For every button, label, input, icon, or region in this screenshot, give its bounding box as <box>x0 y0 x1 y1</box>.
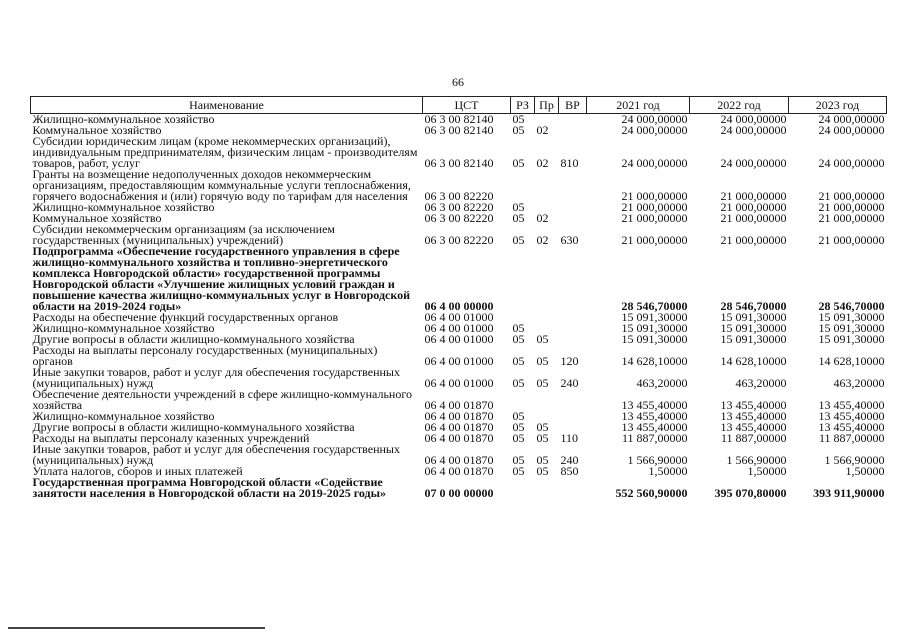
y22-cell: 11 887,00000 <box>720 431 787 445</box>
name-cell: Расходы на выплаты персоналу казенных учреждений <box>32 431 310 445</box>
pr-cell: 02 <box>536 211 549 225</box>
table-row <box>31 224 887 246</box>
y23-cell: 24 000,00000 <box>818 156 885 170</box>
name-cell: Коммунальное хозяйство <box>32 211 162 225</box>
rz-cell: 05 <box>512 112 525 126</box>
table-row <box>31 389 887 411</box>
rz-cell: 05 <box>512 464 525 478</box>
vr-cell <box>559 125 587 136</box>
table-row <box>31 246 887 312</box>
table-row <box>31 477 887 499</box>
csr-cell: 06 4 00 01870 <box>424 464 494 478</box>
pr-cell: 02 <box>536 123 549 137</box>
csr-cell: 06 4 00 01870 <box>424 409 494 423</box>
y22-cell: 28 546,70000 <box>720 299 787 313</box>
y21-cell: 552 560,90000 <box>615 486 688 500</box>
pr-cell: 02 <box>536 156 549 170</box>
y22-cell: 463,20000 <box>735 376 787 390</box>
table-header-row <box>31 97 887 114</box>
pr-cell <box>535 246 559 312</box>
y23-cell: 11 887,00000 <box>818 431 885 445</box>
y21-cell: 11 887,00000 <box>621 431 688 445</box>
column-header-rz: РЗ <box>511 97 535 114</box>
name-cell: Субсидии юридическим лицам (кроме некоммерческих организаций), индивидуальным предпринимателям, физическим лицам - производителям товаров, работ, услуг <box>32 134 418 170</box>
vr-cell: 810 <box>560 156 579 170</box>
y23-cell: 393 911,90000 <box>813 486 885 500</box>
y21-cell: 21 000,00000 <box>621 189 688 203</box>
pr-cell: 05 <box>536 354 549 368</box>
table-row <box>31 169 887 202</box>
y23-cell: 463,20000 <box>833 376 885 390</box>
vr-cell <box>559 477 587 499</box>
csr-cell: 06 4 00 01870 <box>424 431 494 445</box>
rz-cell <box>511 169 535 202</box>
y23-cell: 1,50000 <box>845 464 885 478</box>
pr-cell: 05 <box>536 332 549 346</box>
vr-cell: 240 <box>560 453 579 467</box>
rz-cell <box>511 477 535 499</box>
budget-table <box>30 96 887 499</box>
csr-cell: 06 4 00 01000 <box>424 310 494 324</box>
csr-cell: 06 4 00 01000 <box>424 332 494 346</box>
rz-cell: 05 <box>512 376 525 390</box>
y21-cell: 24 000,00000 <box>621 112 688 126</box>
csr-cell: 06 3 00 82140 <box>424 112 494 126</box>
y23-cell: 15 091,30000 <box>818 332 885 346</box>
pr-cell: 05 <box>536 376 549 390</box>
y21-cell: 13 455,40000 <box>621 409 688 423</box>
y23-cell: 13 455,40000 <box>818 398 885 412</box>
csr-cell: 06 4 00 01870 <box>424 453 494 467</box>
csr-cell: 06 4 00 01000 <box>424 354 494 368</box>
y23-cell: 24 000,00000 <box>818 123 885 137</box>
vr-cell <box>559 202 587 213</box>
rz-cell: 05 <box>512 211 525 225</box>
csr-cell: 06 4 00 01870 <box>424 398 494 412</box>
y23-cell: 15 091,30000 <box>818 310 885 324</box>
y23-cell: 1 566,90000 <box>824 453 885 467</box>
csr-cell: 06 4 00 01000 <box>424 321 494 335</box>
column-header-2023: 2023 год <box>789 97 887 114</box>
y22-cell: 15 091,30000 <box>720 310 787 324</box>
vr-cell: 850 <box>560 464 579 478</box>
y22-cell: 15 091,30000 <box>720 332 787 346</box>
rz-cell: 05 <box>512 420 525 434</box>
y22-cell: 14 628,10000 <box>720 354 787 368</box>
rz-cell: 05 <box>512 431 525 445</box>
y21-cell: 21 000,00000 <box>621 211 688 225</box>
csr-cell: 06 3 00 82140 <box>424 156 494 170</box>
y23-cell: 21 000,00000 <box>818 189 885 203</box>
vr-cell: 120 <box>560 354 579 368</box>
column-header-name: Наименование <box>31 97 423 114</box>
name-cell: Иные закупки товаров, работ и услуг для обеспечения государственных (муниципальных) нужд <box>32 365 400 390</box>
csr-cell: 06 3 00 82220 <box>424 211 494 225</box>
table-body <box>31 114 887 500</box>
rz-cell: 05 <box>512 233 525 247</box>
y23-cell: 24 000,00000 <box>818 112 885 126</box>
name-cell: Обеспечение деятельности учреждений в сфере жилищно-коммунального хозяйства <box>32 387 412 412</box>
pr-cell: 05 <box>536 420 549 434</box>
y23-cell: 13 455,40000 <box>818 420 885 434</box>
y21-cell: 15 091,30000 <box>621 310 688 324</box>
y21-cell: 15 091,30000 <box>621 332 688 346</box>
page-number: 66 <box>452 75 464 89</box>
vr-cell <box>559 389 587 411</box>
rz-cell: 05 <box>512 156 525 170</box>
vr-cell <box>559 312 587 323</box>
y21-cell: 24 000,00000 <box>621 156 688 170</box>
name-cell: Жилищно-коммунальное хозяйство <box>32 321 215 335</box>
y23-cell: 14 628,10000 <box>818 354 885 368</box>
y21-cell: 14 628,10000 <box>621 354 688 368</box>
y21-cell: 21 000,00000 <box>621 200 688 214</box>
name-cell: Расходы на обеспечение функций государственных органов <box>32 310 339 324</box>
table-row <box>31 345 887 367</box>
name-cell: Жилищно-коммунальное хозяйство <box>32 112 215 126</box>
y22-cell: 21 000,00000 <box>720 200 787 214</box>
csr-cell: 06 4 00 01000 <box>424 376 494 390</box>
pr-cell: 02 <box>536 233 549 247</box>
y22-cell: 13 455,40000 <box>720 409 787 423</box>
y23-cell: 21 000,00000 <box>818 200 885 214</box>
y22-cell: 24 000,00000 <box>720 112 787 126</box>
y22-cell: 21 000,00000 <box>720 211 787 225</box>
rz-cell: 05 <box>512 123 525 137</box>
name-cell: Другие вопросы в области жилищно-коммунального хозяйства <box>32 420 355 434</box>
y22-cell: 15 091,30000 <box>720 321 787 335</box>
y22-cell: 395 070,80000 <box>714 486 787 500</box>
column-header-pr: Пр <box>535 97 559 114</box>
y22-cell: 13 455,40000 <box>720 420 787 434</box>
name-cell: Расходы на выплаты персоналу государственных (муниципальных) органов <box>32 343 378 368</box>
pr-cell <box>535 312 559 323</box>
column-header-csr: ЦСТ <box>423 97 511 114</box>
pr-cell: 05 <box>536 464 549 478</box>
csr-cell: 06 3 00 82140 <box>424 123 494 137</box>
y22-cell: 24 000,00000 <box>720 123 787 137</box>
pr-cell: 05 <box>536 453 549 467</box>
y21-cell: 1,50000 <box>648 464 688 478</box>
y21-cell: 1 566,90000 <box>627 453 688 467</box>
table-row <box>31 444 887 466</box>
y22-cell: 1,50000 <box>747 464 787 478</box>
name-cell: Гранты на возмещение недополученных доходов некоммерческим организациям, предоставляющим коммунальные услуги теплоснабжения, горячего водоснабжения и (или) горячую воду по тарифам для населения <box>32 167 411 203</box>
y23-cell: 28 546,70000 <box>818 299 885 313</box>
y21-cell: 28 546,70000 <box>621 299 688 313</box>
name-cell: Жилищно-коммунальное хозяйство <box>32 200 215 214</box>
y22-cell: 24 000,00000 <box>720 156 787 170</box>
y21-cell: 15 091,30000 <box>621 321 688 335</box>
y22-cell: 21 000,00000 <box>720 233 787 247</box>
rz-cell: 05 <box>512 321 525 335</box>
y22-cell: 1 566,90000 <box>726 453 787 467</box>
vr-cell <box>559 334 587 345</box>
rz-cell: 05 <box>512 332 525 346</box>
y21-cell: 24 000,00000 <box>621 123 688 137</box>
vr-cell: 240 <box>560 376 579 390</box>
name-cell: Уплата налогов, сборов и иных платежей <box>32 464 243 478</box>
table-row <box>31 367 887 389</box>
y21-cell: 463,20000 <box>636 376 688 390</box>
y23-cell: 13 455,40000 <box>818 409 885 423</box>
vr-cell <box>559 246 587 312</box>
vr-cell: 110 <box>560 431 579 445</box>
name-cell: Другие вопросы в области жилищно-коммунального хозяйства <box>32 332 355 346</box>
csr-cell: 06 3 00 82220 <box>424 200 494 214</box>
name-cell: Субсидии некоммерческим организациям (за исключением государственных (муниципальных) учреждений) <box>32 222 336 247</box>
csr-cell: 06 3 00 82220 <box>424 233 494 247</box>
rz-cell: 05 <box>512 200 525 214</box>
column-header-2021: 2021 год <box>587 97 690 114</box>
pr-cell <box>535 477 559 499</box>
vr-cell <box>559 411 587 422</box>
rz-cell: 05 <box>512 409 525 423</box>
name-cell: Коммунальное хозяйство <box>32 123 162 137</box>
column-header-2022: 2022 год <box>690 97 789 114</box>
pr-cell <box>535 169 559 202</box>
vr-cell <box>559 213 587 224</box>
pr-cell: 05 <box>536 431 549 445</box>
pr-cell <box>535 389 559 411</box>
table-row <box>31 136 887 169</box>
y21-cell: 13 455,40000 <box>621 398 688 412</box>
vr-cell <box>559 114 587 126</box>
rz-cell: 05 <box>512 453 525 467</box>
name-cell: Жилищно-коммунальное хозяйство <box>32 409 215 423</box>
y22-cell: 21 000,00000 <box>720 189 787 203</box>
y22-cell: 13 455,40000 <box>720 398 787 412</box>
csr-cell: 06 4 00 00000 <box>424 299 494 313</box>
vr-cell <box>559 323 587 334</box>
name-cell: Подпрограмма «Обеспечение государственного управления в сфере жилищно-коммунального хозяйства и топливно-энергетического комплекса Новгородской области» государственной программы Новгородской области «Улучшение жилищных условий граждан и повышение качества жилищно-коммунальных услуг в Новгородской области на 2019-2024 годы» <box>32 244 411 313</box>
csr-cell: 06 3 00 82220 <box>424 189 494 203</box>
y23-cell: 21 000,00000 <box>818 211 885 225</box>
rz-cell: 05 <box>512 354 525 368</box>
rz-cell <box>511 389 535 411</box>
vr-cell <box>559 169 587 202</box>
column-header-vr: ВР <box>559 97 587 114</box>
rz-cell <box>511 246 535 312</box>
y23-cell: 21 000,00000 <box>818 233 885 247</box>
csr-cell: 07 0 00 00000 <box>424 486 494 500</box>
csr-cell: 06 4 00 01870 <box>424 420 494 434</box>
y21-cell: 21 000,00000 <box>621 233 688 247</box>
footer-rule <box>8 627 265 629</box>
name-cell: Иные закупки товаров, работ и услуг для обеспечения государственных (муниципальных) нужд <box>32 442 400 467</box>
y21-cell: 13 455,40000 <box>621 420 688 434</box>
name-cell: Государственная программа Новгородской области «Содействие занятости населения в Новгородской области на 2019-2025 годы» <box>32 475 386 500</box>
y23-cell: 15 091,30000 <box>818 321 885 335</box>
vr-cell: 630 <box>560 233 579 247</box>
